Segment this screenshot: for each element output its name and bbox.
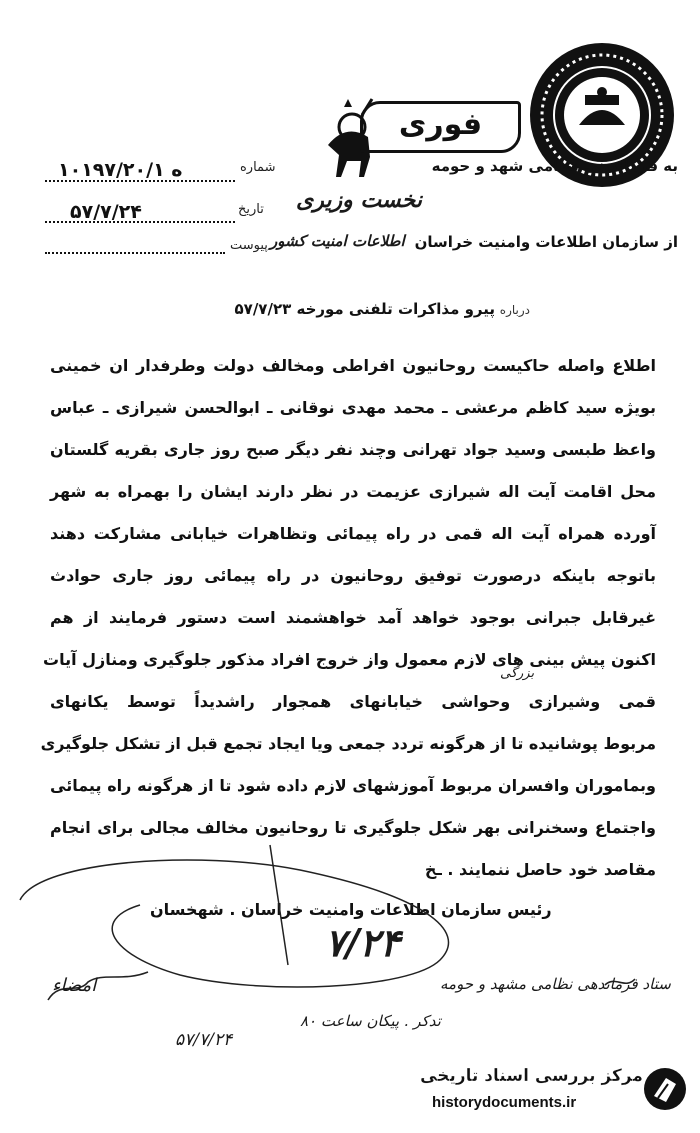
body-line: اکنون پیش بینی های لازم معمول واز خروج افراد مذکور جلوگیری ومنازل آیات <box>43 650 656 669</box>
body-line: واجتماع وسخنرانی بهر شکل جلوگیری تا روحانیون مخالف مجالی برای انجام <box>50 818 656 837</box>
sender-name: سازمان اطلاعات وامنیت خراسان <box>414 233 659 251</box>
body-line: واعظ طبسی وسید جواد تهرانی وچند نفر دیگر صبح روز جاری بقریه گلستان <box>50 440 656 459</box>
body-line: محل اقامت آیت اله شیرازی عزیمت در نظر دارند ایشان را بهمراه به شهر <box>50 482 656 501</box>
watermark-logo-icon <box>642 1066 688 1112</box>
note-line-3: ۵۷/۷/۲۴ <box>175 1030 233 1050</box>
subject-label: درباره <box>499 303 530 317</box>
urgent-stamp: فوری <box>360 101 521 153</box>
note-signature: امضاء <box>52 975 97 996</box>
sender-overwrite: اطلاعات امنیت کشور <box>270 232 405 250</box>
interlinear-note: بزرگی <box>500 666 535 681</box>
body-line: باتوجه باینکه درصورت توفیق روحانیون در راه پیمائی روز جاری حوادث <box>50 566 656 585</box>
body-line: آورده همراه آیت اله قمی در راه پیمائی وتظاهرات خیابانی مشارکت دهند <box>50 524 656 543</box>
cabinet-stamp: نخست وزیری <box>296 187 422 213</box>
body-line: مربوط پوشانیده تا از هرگونه تردد جمعی ویا ایجاد تجمع قبل از تشکل جلوگیری <box>40 734 656 753</box>
watermark-url: historydocuments.ir <box>432 1094 577 1111</box>
date-value: ۵۷/۷/۲۴ <box>70 201 142 223</box>
note-line-2: تدکر . پیکان ساعت ۸۰ <box>300 1012 441 1030</box>
attachment-label: پیوست <box>230 238 268 253</box>
sender-prefix: از <box>664 233 678 251</box>
signature-title: رئیس سازمان اطلاعات وامنیت خراسان . شهخسان <box>150 900 552 919</box>
watermark <box>410 1062 690 1120</box>
date-label: تاریخ <box>238 202 264 217</box>
note-line-1: ستاد فرماندهی نظامی مشهد و حومه <box>440 975 671 993</box>
body-line: اطلاع واصله حاکیست روحانیون افراطی ومخالف دولت وطرفدار ان خمینی <box>50 356 656 375</box>
body-line: وبماموران وافسران مربوط آموزشهای لازم داده شود تا از هرگونه راه پیمائی <box>50 776 656 795</box>
body-line: بویژه سید کاظم مرعشی ـ محمد مهدی نوقانی ـ ابوالحسن شیرازی ـ عباس <box>50 398 656 417</box>
handwritten-number: ۷/۲۴ <box>325 920 401 965</box>
addressee: به فرماندهی نظامی شهد و حومه <box>431 157 678 175</box>
subject-line <box>130 300 530 318</box>
number-label: شماره <box>240 160 276 175</box>
body-line: قمی وشیرازی وحواشی خیابانهای همجوار راشدیداً توسط یکانهای <box>50 692 656 711</box>
body-line: مقاصد خود حاصل ننمایند . ـخ <box>424 860 656 879</box>
subject-text: پیرو مذاکرات تلفنی مورخه ۵۷/۷/۲۳ <box>234 300 495 318</box>
number-value: ۱۰۱۹۷/۲۰/ه ۱ <box>58 159 183 181</box>
attachment-dots <box>45 252 225 254</box>
watermark-title: مرکز بررسی اسناد تاریخی <box>420 1066 643 1086</box>
body-line: غیرقابل جبرانی بوجود خواهد آمد خواهشمند است دستور فرمایند از هم <box>50 608 656 627</box>
